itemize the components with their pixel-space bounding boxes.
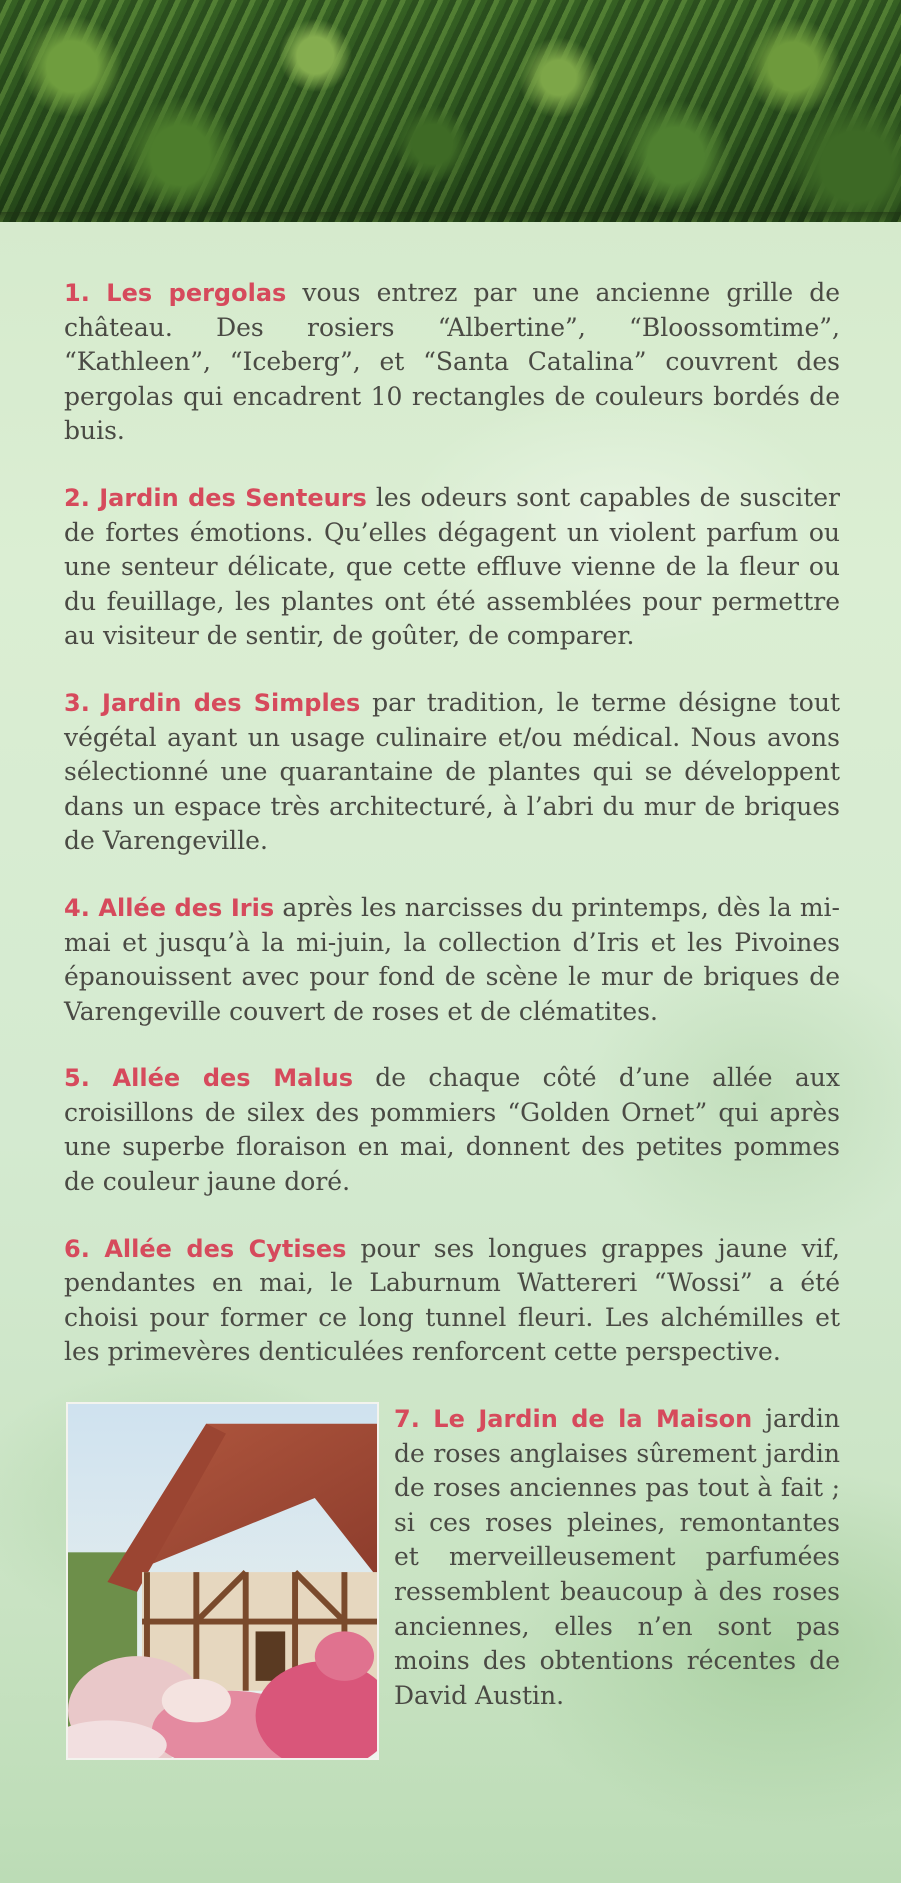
section-text: vous entrez par une ancienne grille de château. Des rosiers “Albertine”, “Bloossomtime”, “Kathleen”, “Iceberg”, et “Santa Catalina” couvrent des pergolas qui encadrent 10 rectangles de couleurs bordés de buis. xyxy=(64,278,840,446)
house-garden-photo xyxy=(66,1402,379,1760)
section-maison xyxy=(394,1402,840,1713)
section-iris xyxy=(64,891,840,1029)
section-simples xyxy=(64,686,840,859)
section-maison-block xyxy=(64,1402,840,1787)
section-text: les odeurs sont capables de susciter de fortes émotions. Qu’elles dégagent un violent parfum ou une senteur délicate, que cette effluve vienne de la fleur ou du feuillage, les plantes ont été assemblées pour permettre au visiteur de sentir, de goûter, de comparer. xyxy=(64,482,840,651)
section-text: de chaque côté d’une allée aux croisillons de silex des pommiers “Golden Ornet” qui après une superbe floraison en mai, donnent des petites pommes de couleur jaune doré. xyxy=(64,1063,840,1197)
section-heading: 4. Allée des Iris xyxy=(64,893,275,922)
section-text: jardin de roses anglaises sûrement jardin de roses anciennes pas tout à fait ; si ces roses pleines, remontantes et merveilleusement parfumées ressemblent beaucoup à des roses anciennes, elles n’en sont pas moins des obtentions récentes de David Austin. xyxy=(394,1404,841,1710)
foliage-banner-image xyxy=(0,0,901,222)
section-heading: 1. Les pergolas xyxy=(64,279,287,307)
section-text: pour ses longues grappes jaune vif, pendantes en mai, le Laburnum Wattereri “Wossi” a été choisi pour former ce long tunnel fleuri. Les alchémilles et les primevères denticulées renforcent cette perspective. xyxy=(64,1233,840,1367)
section-text: par tradition, le terme désigne tout végétal ayant un usage culinaire et/ou médical. Nous avons sélectionné une quarantaine de plantes qui se développent dans un espace très architecturé, à l’abri du mur de briques de Varengeville. xyxy=(64,687,840,856)
garden-descriptions xyxy=(64,276,840,1787)
section-senteurs xyxy=(64,481,840,654)
section-text: après les narcisses du printemps, dès la mi-mai et jusqu’à la mi-juin, la collection d’Iris et les Pivoines épanouissent avec pour fond de scène le mur de briques de Varengeville couvert de roses et de clématites. xyxy=(64,892,841,1026)
section-heading: 5. Allée des Malus xyxy=(64,1064,353,1093)
section-malus xyxy=(64,1061,840,1199)
section-cytises xyxy=(64,1232,840,1370)
section-heading: 2. Jardin des Senteurs xyxy=(64,483,367,512)
section-heading: 7. Le Jardin de la Maison xyxy=(394,1405,753,1434)
section-pergolas xyxy=(64,276,840,449)
section-heading: 6. Allée des Cytises xyxy=(64,1234,347,1263)
section-heading: 3. Jardin des Simples xyxy=(64,688,361,717)
